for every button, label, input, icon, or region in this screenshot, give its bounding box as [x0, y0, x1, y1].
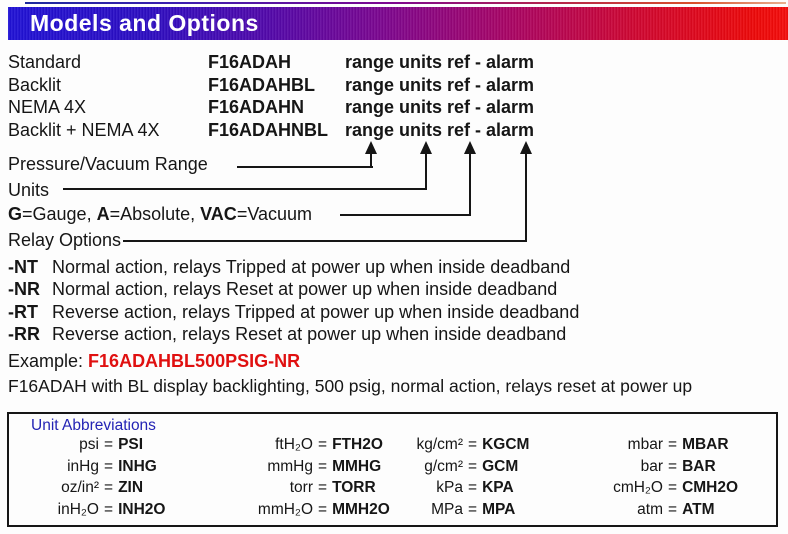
unit-abbr: GCM — [482, 457, 519, 475]
unit-name: cmH₂O — [613, 479, 663, 497]
list-item — [8, 279, 557, 299]
range-connector-line — [237, 166, 373, 168]
unit-name: mmH₂O — [257, 500, 313, 518]
relay-code: -NT — [8, 257, 38, 277]
equals-sign: = — [104, 436, 114, 453]
equals-sign: = — [468, 436, 478, 453]
unit-pair — [581, 499, 738, 521]
model-order-suffix: range units ref - alarm — [345, 52, 535, 72]
relay-code: -RT — [8, 302, 38, 322]
unit-pair — [17, 477, 165, 499]
equals-sign: = — [668, 457, 678, 475]
models-table — [8, 51, 780, 141]
absolute-code: A — [96, 204, 110, 224]
unit-abbr: MBAR — [682, 436, 729, 453]
equals-sign: = — [668, 436, 678, 453]
unit-abbr: MPA — [482, 500, 516, 518]
page-title: Models and Options — [30, 10, 259, 36]
list-item — [8, 257, 570, 277]
equals-sign: = — [668, 500, 678, 518]
unit-abbr: INH2O — [118, 500, 166, 518]
unit-name: kPa — [436, 479, 463, 497]
unit-column — [17, 434, 165, 520]
unit-column — [201, 434, 390, 520]
unit-column — [401, 434, 529, 520]
unit-name: psi — [79, 436, 99, 453]
unit-abbr: TORR — [332, 479, 376, 497]
relay-code: -NR — [8, 279, 40, 299]
example-description: F16ADAH with BL display backlighting, 500 psig, normal action, relays reset at power up — [8, 376, 693, 396]
alarm-connector-line — [123, 240, 527, 242]
example-model-code: F16ADAHBL500PSIG-NR — [88, 351, 301, 371]
unit-abbreviations-title: Unit Abbreviations — [31, 417, 156, 434]
ref-connector-line — [469, 150, 471, 216]
unit-pair — [401, 434, 529, 456]
unit-abbr: ATM — [682, 500, 715, 518]
model-type-label: Backlit + NEMA 4X — [8, 119, 160, 140]
unit-abbr: KPA — [482, 479, 514, 497]
unit-pair — [581, 456, 738, 478]
unit-pair — [201, 499, 390, 521]
unit-name: ftH₂O — [275, 436, 313, 453]
unit-name: MPa — [431, 500, 463, 518]
equals-sign: = — [104, 479, 114, 497]
model-order-suffix: range units ref - alarm — [345, 119, 535, 140]
relay-description: Normal action, relays Tripped at power up when inside deadband — [52, 257, 571, 277]
unit-pair — [401, 456, 529, 478]
ref-arrow-icon — [464, 141, 476, 154]
unit-pair — [581, 434, 738, 456]
equals-sign: = — [668, 479, 678, 497]
absolute-text: =Absolute, — [109, 204, 201, 224]
model-type-label: Backlit — [8, 74, 62, 95]
list-item — [8, 324, 566, 344]
ref-connector-line — [340, 214, 471, 216]
unit-abbreviations-box — [7, 412, 778, 527]
range-arrow-icon — [365, 141, 377, 154]
unit-pair — [17, 434, 165, 456]
ref-legend — [8, 205, 312, 224]
gauge-code: G — [8, 204, 23, 224]
unit-pair — [17, 456, 165, 478]
equals-sign: = — [104, 457, 114, 475]
model-number: F16ADAHBL — [208, 74, 316, 95]
units-arrow-icon — [420, 141, 432, 154]
unit-pair — [581, 477, 738, 499]
unit-abbr: MMH2O — [332, 500, 390, 518]
example-line — [8, 351, 300, 372]
equals-sign: = — [318, 479, 328, 497]
list-item — [8, 302, 579, 322]
unit-pair — [201, 477, 390, 499]
pressure-vacuum-range-label: Pressure/Vacuum Range — [8, 154, 208, 174]
units-label: Units — [8, 180, 50, 200]
alarm-connector-line — [525, 150, 527, 242]
unit-abbr: CMH2O — [682, 479, 739, 497]
table-row — [8, 96, 780, 119]
unit-name: atm — [637, 500, 663, 518]
table-row — [8, 74, 780, 97]
model-number: F16ADAHN — [208, 97, 305, 118]
model-number: F16ADAHNBL — [208, 119, 329, 140]
unit-pair — [201, 434, 390, 456]
unit-abbr: FTH2O — [332, 436, 383, 453]
equals-sign: = — [104, 500, 114, 518]
unit-abbr: ZIN — [118, 479, 144, 497]
model-order-suffix: range units ref - alarm — [345, 74, 535, 95]
gauge-text: =Gauge, — [22, 204, 97, 224]
unit-name: mbar — [627, 436, 663, 453]
unit-abbr: PSI — [118, 436, 144, 453]
section-header-bar — [8, 7, 788, 40]
relay-description: Reverse action, relays Tripped at power up when inside deadband — [52, 302, 580, 322]
unit-name: kg/cm² — [416, 436, 463, 453]
equals-sign: = — [318, 500, 328, 518]
model-number: F16ADAH — [208, 52, 292, 72]
equals-sign: = — [468, 479, 478, 497]
table-row — [8, 51, 780, 74]
unit-name: mmHg — [267, 457, 313, 475]
unit-abbr: INHG — [118, 457, 157, 475]
unit-abbr: MMHG — [332, 457, 382, 475]
relay-description: Normal action, relays Reset at power up when inside deadband — [52, 279, 558, 299]
unit-pair — [201, 456, 390, 478]
unit-abbr: BAR — [682, 457, 716, 475]
relay-options-label: Relay Options — [8, 230, 122, 250]
example-prefix: Example: — [8, 351, 89, 371]
unit-name: g/cm² — [424, 457, 463, 475]
unit-name: torr — [289, 479, 313, 497]
equals-sign: = — [468, 500, 478, 518]
unit-pair — [17, 499, 165, 521]
table-row — [8, 119, 780, 142]
model-order-suffix: range units ref - alarm — [345, 97, 535, 118]
unit-name: inH₂O — [57, 500, 99, 518]
model-type-label: NEMA 4X — [8, 97, 87, 118]
unit-name: oz/in² — [61, 479, 99, 497]
relay-description: Reverse action, relays Reset at power up when inside deadband — [52, 324, 567, 344]
top-gradient-rule — [25, 2, 786, 4]
units-connector-line — [425, 150, 427, 190]
unit-name: inHg — [67, 457, 99, 475]
unit-abbr: KGCM — [482, 436, 530, 453]
unit-column — [581, 434, 738, 520]
equals-sign: = — [318, 436, 328, 453]
vacuum-text: =Vacuum — [236, 204, 313, 224]
model-type-label: Standard — [8, 52, 82, 72]
equals-sign: = — [468, 457, 478, 475]
vacuum-code: VAC — [200, 204, 237, 224]
unit-pair — [401, 499, 529, 521]
unit-pair — [401, 477, 529, 499]
equals-sign: = — [318, 457, 328, 475]
relay-code: -RR — [8, 324, 40, 344]
unit-name: bar — [640, 457, 663, 475]
units-connector-line — [63, 188, 427, 190]
alarm-arrow-icon — [520, 141, 532, 154]
